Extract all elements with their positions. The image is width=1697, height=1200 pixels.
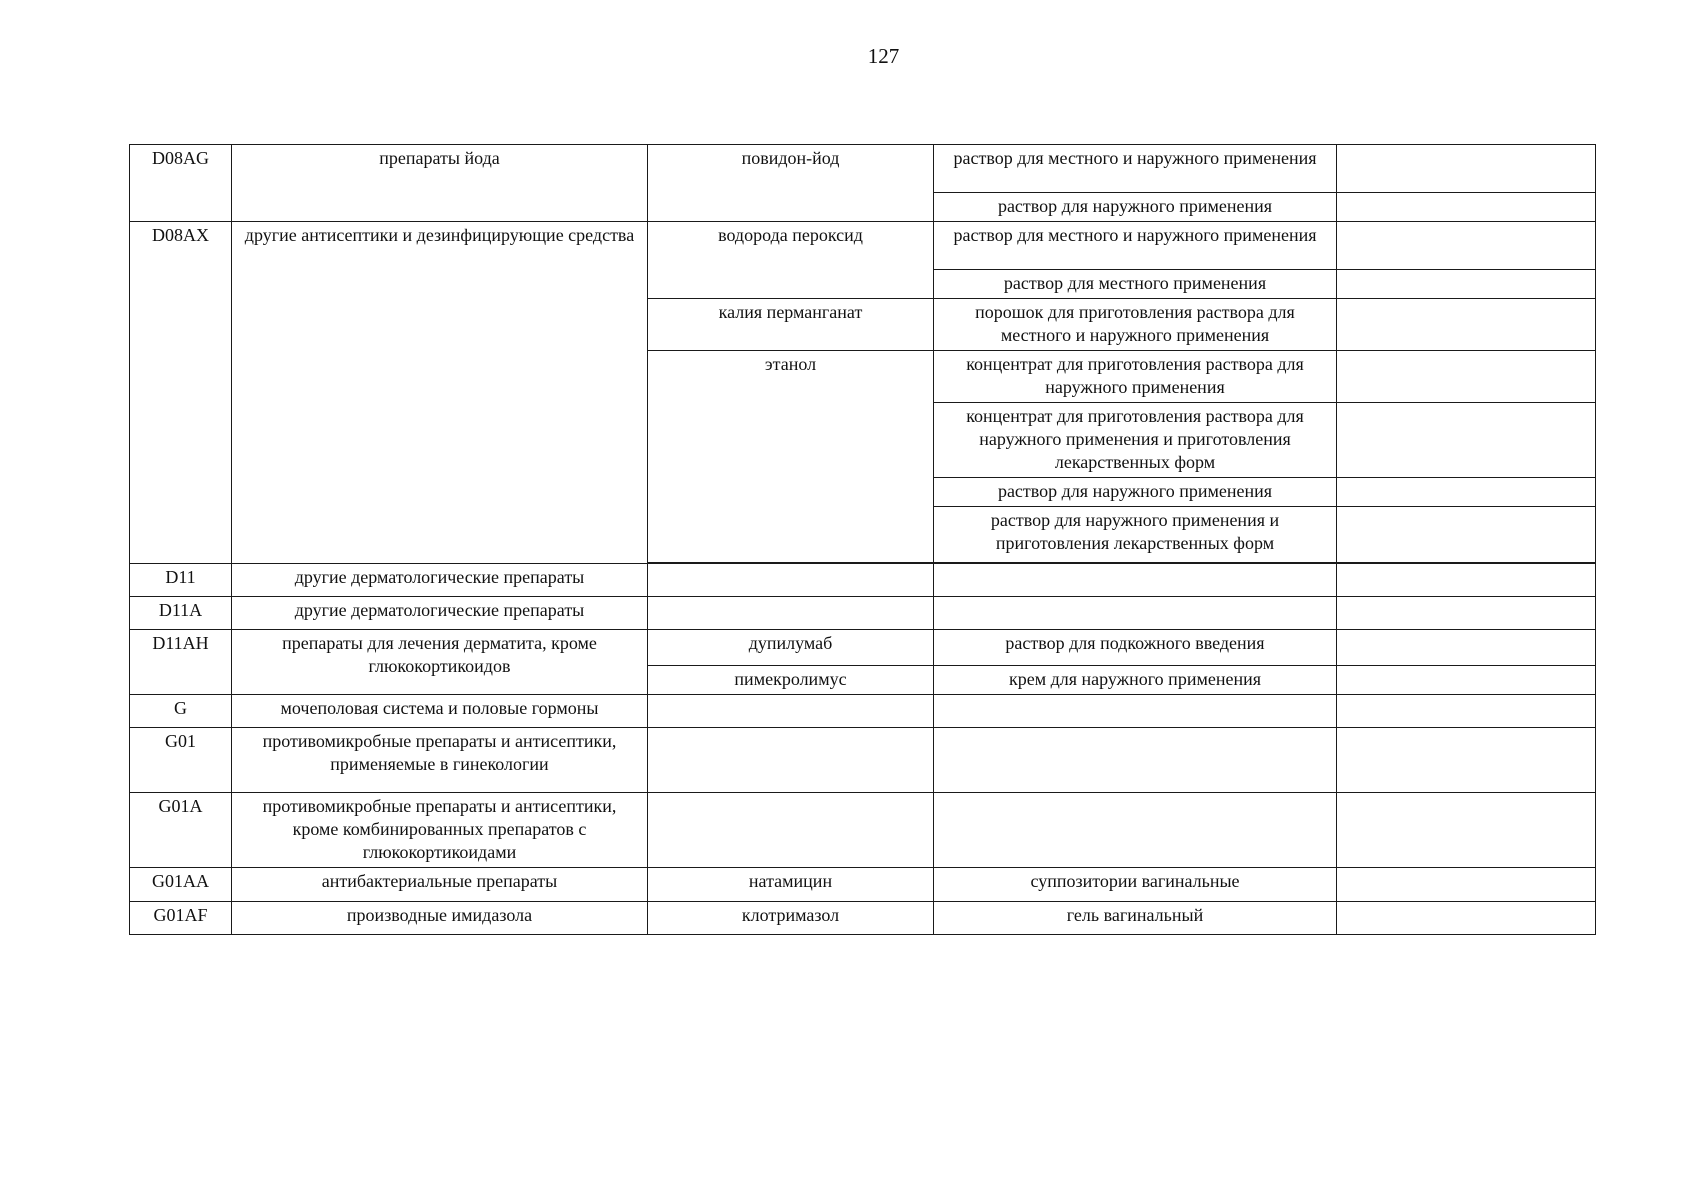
empty-cell [1337,478,1596,507]
empty-cell [648,564,934,597]
atc-group-cell: другие дерматологические препараты [232,564,648,597]
atc-code-cell: G01 [130,728,232,793]
empty-cell [934,695,1337,728]
empty-cell [648,793,934,868]
atc-group-cell: антибактериальные препараты [232,868,648,902]
atc-code-cell: G01AA [130,868,232,902]
drug-name-cell: калия перманганат [648,299,934,351]
atc-group-cell: другие антисептики и дезинфицирующие средства [232,222,648,564]
atc-group-cell: препараты йода [232,145,648,222]
dosage-form-cell: раствор для подкожного введения [934,630,1337,666]
empty-cell [1337,902,1596,935]
empty-cell [648,728,934,793]
table-row [130,868,1596,902]
atc-group-cell: другие дерматологические препараты [232,597,648,630]
dosage-form-cell: раствор для наружного применения [934,193,1337,222]
atc-group-cell: производные имидазола [232,902,648,935]
atc-code-cell: G [130,695,232,728]
empty-cell [934,597,1337,630]
dosage-form-cell: концентрат для приготовления раствора для наружного применения и приготовления лекарственных форм [934,403,1337,478]
table-row [130,145,1596,193]
table-row [130,793,1596,868]
table-row [130,222,1596,270]
atc-code-cell: D08AG [130,145,232,222]
empty-cell [1337,222,1596,270]
drug-name-cell: пимекролимус [648,666,934,695]
dosage-form-cell: раствор для местного и наружного применения [934,145,1337,193]
dosage-form-cell: гель вагинальный [934,902,1337,935]
empty-cell [934,564,1337,597]
medication-table [129,144,1596,935]
table-row [130,902,1596,935]
atc-group-cell: препараты для лечения дерматита, кроме глюкокортикоидов [232,630,648,695]
empty-cell [1337,193,1596,222]
table-row [130,630,1596,666]
atc-code-cell: D11AH [130,630,232,695]
dosage-form-cell: раствор для наружного применения и приготовления лекарственных форм [934,507,1337,563]
empty-cell [648,695,934,728]
atc-code-cell: D08AX [130,222,232,564]
table-row [130,597,1596,630]
atc-group-cell: противомикробные препараты и антисептики, применяемые в гинекологии [232,728,648,793]
atc-group-cell: противомикробные препараты и антисептики, кроме комбинированных препаратов с глюкокортикоидами [232,793,648,868]
empty-cell [1337,695,1596,728]
atc-code-cell: G01AF [130,902,232,935]
atc-code-cell: G01A [130,793,232,868]
empty-cell [1337,145,1596,193]
page-number: 127 [867,44,900,68]
drug-name-cell: этанол [648,351,934,563]
drug-name-cell: повидон-йод [648,145,934,222]
empty-cell [934,728,1337,793]
empty-cell [1337,564,1596,597]
drug-name-cell: клотримазол [648,902,934,935]
table-row [130,728,1596,793]
empty-cell [1337,728,1596,793]
empty-cell [934,793,1337,868]
empty-cell [1337,299,1596,351]
dosage-form-cell: концентрат для приготовления раствора для наружного применения [934,351,1337,403]
table-row [130,564,1596,597]
empty-cell [1337,403,1596,478]
empty-cell [1337,270,1596,299]
dosage-form-cell: раствор для местного применения [934,270,1337,299]
atc-code-cell: D11A [130,597,232,630]
drug-name-cell: натамицин [648,868,934,902]
dosage-form-cell: суппозитории вагинальные [934,868,1337,902]
table-row [130,695,1596,728]
empty-cell [1337,351,1596,403]
empty-cell [1337,868,1596,902]
empty-cell [648,597,934,630]
empty-cell [1337,597,1596,630]
drug-name-cell: водорода пероксид [648,222,934,299]
atc-code-cell: D11 [130,564,232,597]
empty-cell [1337,630,1596,666]
dosage-form-cell: раствор для наружного применения [934,478,1337,507]
empty-cell [1337,507,1596,563]
dosage-form-cell: порошок для приготовления раствора для местного и наружного применения [934,299,1337,351]
empty-cell [1337,666,1596,695]
dosage-form-cell: крем для наружного применения [934,666,1337,695]
dosage-form-cell: раствор для местного и наружного применения [934,222,1337,270]
drug-name-cell: дупилумаб [648,630,934,666]
atc-group-cell: мочеполовая система и половые гормоны [232,695,648,728]
empty-cell [1337,793,1596,868]
